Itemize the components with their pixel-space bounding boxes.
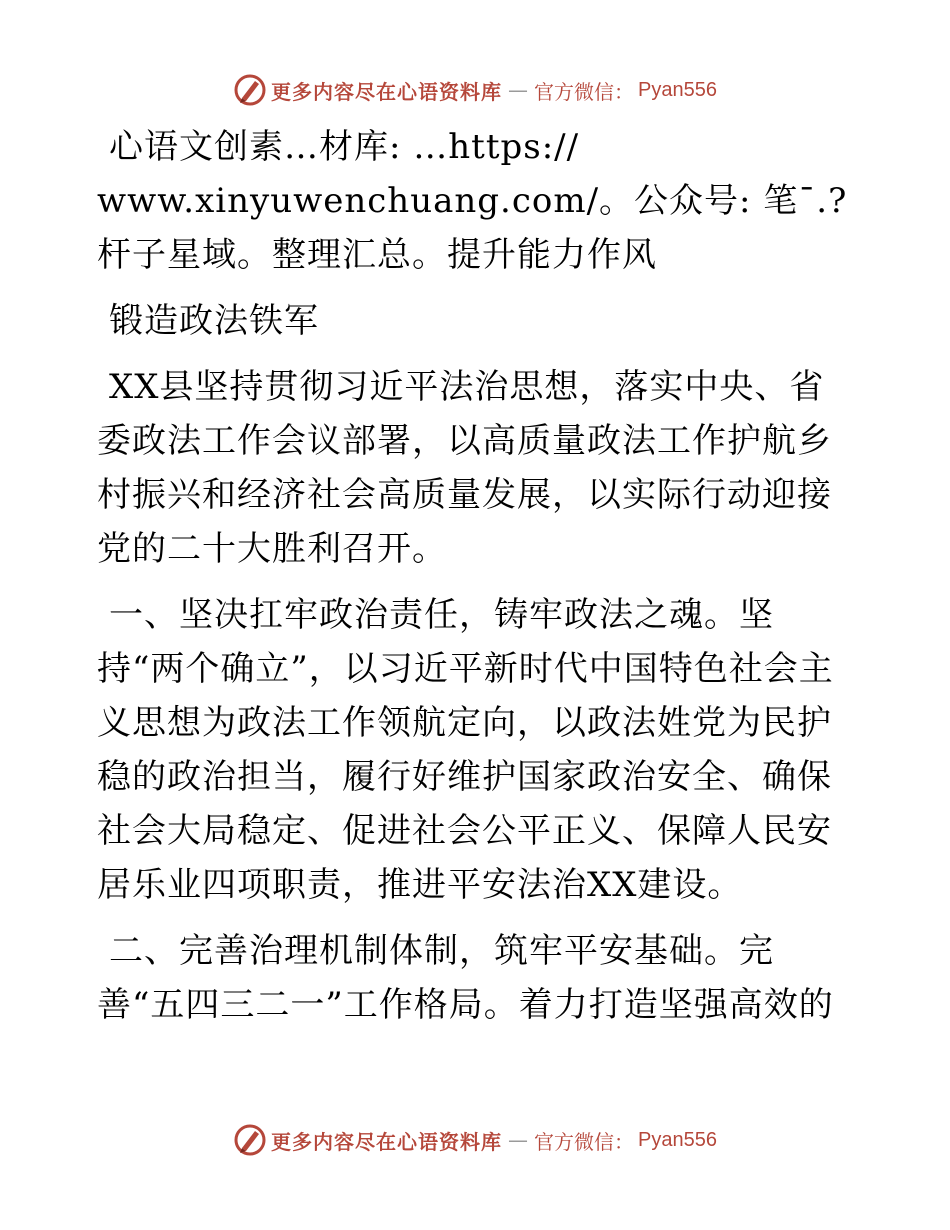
footer-watermark bbox=[0, 1120, 950, 1160]
paragraph-title bbox=[97, 294, 857, 348]
paragraph-text: XX县坚持贯彻习近平法治思想，落实中央、省委政法工作会议部署，以高质量政法工作护航乡村振兴和经济社会高质量发展，以实际行动迎接党的二十大胜利召开。 bbox=[97, 367, 832, 569]
paragraph-text: 一、坚决扛牢政治责任，铸牢政法之魂。坚持“两个确立”，以习近平新时代中国特色社会主义思想为政法工作领航定向，以政法姓党为民护稳的政治担当，履行好维护国家政治安全、确保社会大局稳定、促进社会公平正义、保障人民安居乐业四项职责，推进平安法治XX建设。 bbox=[97, 595, 834, 905]
paragraph-section-1 bbox=[97, 588, 857, 912]
document-body bbox=[97, 120, 857, 1044]
watermark-wechat-label: 官方微信： bbox=[534, 1129, 635, 1154]
paragraph-text: 二、完善治理机制体制，筑牢平安基础。完善“五四三二一”工作格局。着力打造坚强高效的 bbox=[97, 931, 834, 1025]
watermark-dash: — bbox=[508, 1128, 529, 1152]
paragraph-section-2 bbox=[97, 924, 857, 1032]
header-watermark bbox=[0, 70, 950, 110]
pen-logo-icon bbox=[233, 1123, 267, 1157]
watermark-wechat-id: Pyan556 bbox=[638, 78, 717, 101]
paragraph-text: 锻造政法铁军 bbox=[109, 301, 319, 341]
paragraph-source bbox=[97, 120, 857, 282]
paragraph-text: 心语文创素…材库: …https:// www.xinyuwenchuang.com/。公众号: 笔¯.?杆子星域。整理汇总。提升能力作风 bbox=[97, 127, 848, 275]
watermark-main-text: 更多内容尽在心语资料库 bbox=[271, 1129, 503, 1154]
watermark-wechat-id: Pyan556 bbox=[638, 1128, 717, 1151]
pen-logo-icon bbox=[233, 73, 267, 107]
watermark-dash: — bbox=[508, 78, 529, 102]
watermark-main-text: 更多内容尽在心语资料库 bbox=[271, 79, 503, 104]
watermark-wechat-label: 官方微信： bbox=[534, 79, 635, 104]
paragraph-intro bbox=[97, 360, 857, 576]
